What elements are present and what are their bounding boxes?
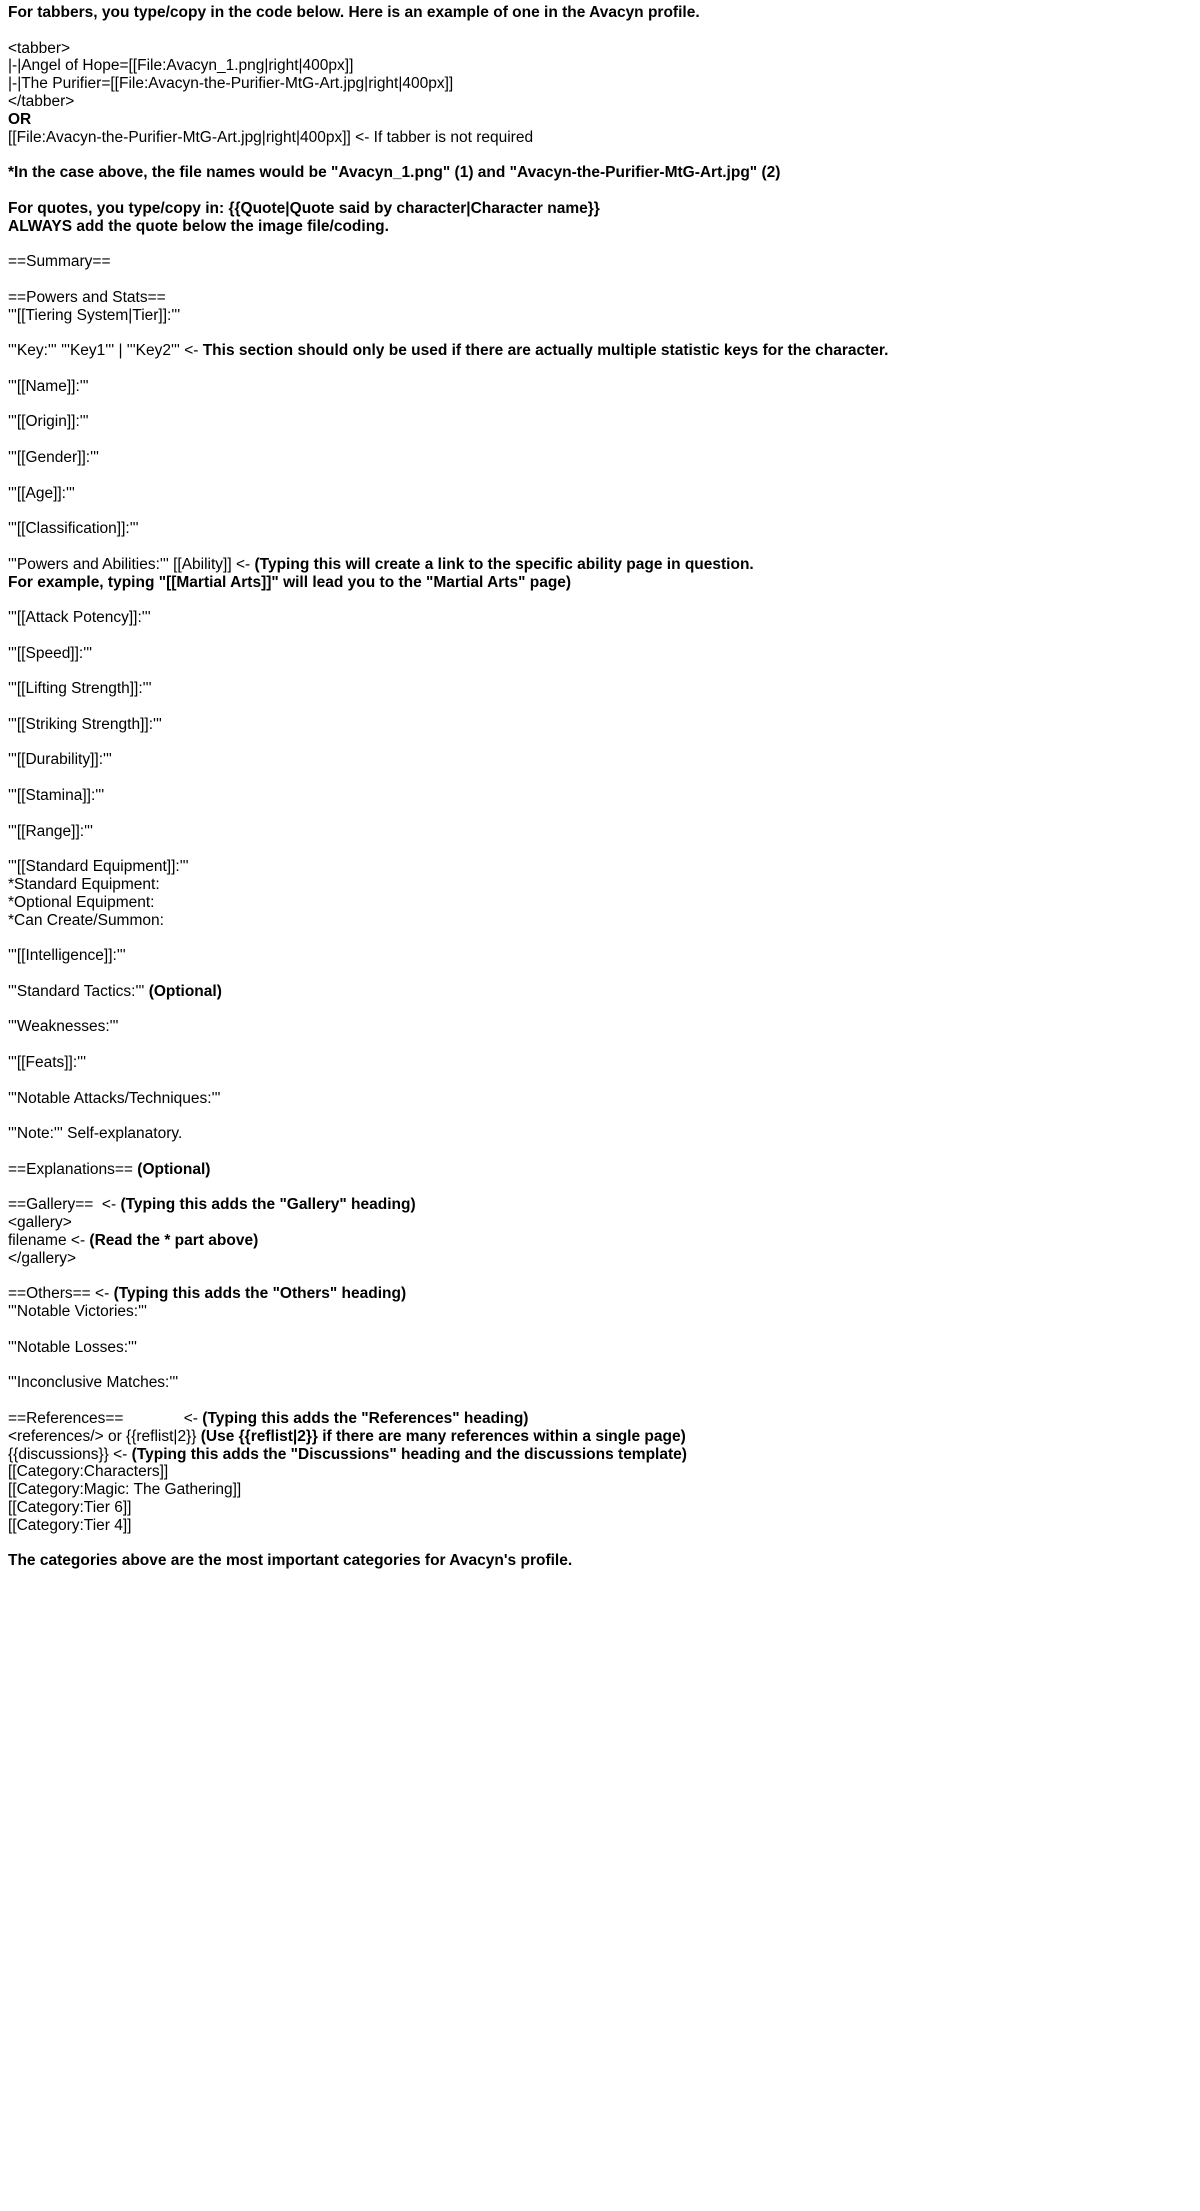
block-explanations-heading xyxy=(8,1161,1200,1179)
annotation-text: (Typing this adds the "Gallery" heading) xyxy=(120,1196,416,1214)
block-field-inconclusive-matches xyxy=(8,1374,1200,1392)
code-text: '''[[Tiering System|Tier]]:''' xyxy=(8,306,181,324)
text-line xyxy=(8,520,1200,538)
text-line xyxy=(8,1232,1200,1250)
spacer xyxy=(8,396,1200,414)
block-field-gender xyxy=(8,449,1200,467)
text-line xyxy=(8,1161,1200,1179)
code-text: [[Category:Characters]] xyxy=(8,1463,169,1481)
spacer xyxy=(8,271,1200,289)
text-line xyxy=(8,129,1200,147)
block-filename-note xyxy=(8,164,1200,182)
text-line xyxy=(8,253,1200,271)
block-references-section xyxy=(8,1410,1200,1535)
spacer xyxy=(8,769,1200,787)
text-line xyxy=(8,1214,1200,1232)
code-text: [[Category:Tier 4]] xyxy=(8,1516,132,1534)
text-line xyxy=(8,1090,1200,1108)
code-text: [[Category:Tier 6]] xyxy=(8,1498,132,1516)
code-text: ==Others== <- xyxy=(8,1285,114,1303)
block-gallery-section xyxy=(8,1196,1200,1267)
text-line xyxy=(8,307,1200,325)
block-field-lifting-strength xyxy=(8,680,1200,698)
block-key-line xyxy=(8,342,1200,360)
code-text: </tabber> xyxy=(8,92,75,110)
spacer xyxy=(8,502,1200,520)
text-line xyxy=(8,912,1200,930)
text-line xyxy=(8,1303,1200,1321)
text-line xyxy=(8,1428,1200,1446)
text-line xyxy=(8,894,1200,912)
code-text: '''[[Origin]]:''' xyxy=(8,413,89,431)
code-text: '''Notable Attacks/Techniques:''' xyxy=(8,1089,221,1107)
block-powers-and-abilities xyxy=(8,556,1200,592)
spacer xyxy=(8,1143,1200,1161)
text-line xyxy=(8,413,1200,431)
code-text: ==Summary== xyxy=(8,253,111,271)
spacer xyxy=(8,840,1200,858)
code-text: '''[[Stamina]]:''' xyxy=(8,787,105,805)
spacer xyxy=(8,1321,1200,1339)
text-line xyxy=(8,556,1200,574)
code-text: *Standard Equipment: xyxy=(8,876,160,894)
spacer xyxy=(8,22,1200,40)
code-text: '''Powers and Abilities:''' [[Ability]] <- xyxy=(8,555,255,573)
code-text: |-|Angel of Hope=[[File:Avacyn_1.png|right|400px]] xyxy=(8,57,354,75)
block-closing-note xyxy=(8,1552,1200,1570)
spacer xyxy=(8,1392,1200,1410)
code-text: '''[[Striking Strength]]:''' xyxy=(8,715,162,733)
text-line xyxy=(8,1552,1200,1570)
spacer xyxy=(8,538,1200,556)
text-line xyxy=(8,93,1200,111)
block-field-feats xyxy=(8,1054,1200,1072)
annotation-text: (Typing this will create a link to the specific ability page in question. xyxy=(254,555,754,573)
spacer xyxy=(8,360,1200,378)
spacer xyxy=(8,627,1200,645)
code-text: '''[[Range]]:''' xyxy=(8,822,93,840)
code-text: '''[[Feats]]:''' xyxy=(8,1054,87,1072)
text-line xyxy=(8,289,1200,307)
text-line xyxy=(8,1374,1200,1392)
spacer xyxy=(8,1179,1200,1197)
text-line xyxy=(8,40,1200,58)
block-powers-and-stats-heading xyxy=(8,289,1200,325)
code-text: '''[[Name]]:''' xyxy=(8,377,89,395)
text-line xyxy=(8,680,1200,698)
block-field-weaknesses xyxy=(8,1018,1200,1036)
text-line xyxy=(8,1018,1200,1036)
annotation-text: (Typing this adds the "Others" heading) xyxy=(113,1285,407,1303)
spacer xyxy=(8,805,1200,823)
text-line xyxy=(8,787,1200,805)
text-line xyxy=(8,716,1200,734)
code-text: |-|The Purifier=[[File:Avacyn-the-Purifier-MtG-Art.jpg|right|400px]] xyxy=(8,75,454,93)
code-text: *Can Create/Summon: xyxy=(8,911,164,929)
spacer xyxy=(8,431,1200,449)
text-line xyxy=(8,1410,1200,1428)
annotation-text: This section should only be used if there are actually multiple statistic keys for the character. xyxy=(202,342,889,360)
text-line xyxy=(8,645,1200,663)
text-line xyxy=(8,574,1200,592)
text-line xyxy=(8,57,1200,75)
block-list xyxy=(8,40,1200,1571)
text-line xyxy=(8,378,1200,396)
block-field-striking-strength xyxy=(8,716,1200,734)
text-line xyxy=(8,485,1200,503)
spacer xyxy=(8,929,1200,947)
code-text: <gallery> xyxy=(8,1214,72,1232)
spacer xyxy=(8,591,1200,609)
block-field-standard-equipment xyxy=(8,858,1200,929)
code-text: <references/> or {{reflist|2}} xyxy=(8,1427,201,1445)
block-field-speed xyxy=(8,645,1200,663)
block-field-attack-potency xyxy=(8,609,1200,627)
annotation-text: For quotes, you type/copy in: {{Quote|Quote said by character|Character name}} xyxy=(8,199,600,217)
intro-line: For tabbers, you type/copy in the code below. Here is an example of one in the Avacyn profile. xyxy=(8,4,700,21)
annotation-text: *In the case above, the file names would be "Avacyn_1.png" (1) and "Avacyn-the-Purifier-MtG-Art.jpg" (2) xyxy=(8,164,781,182)
block-field-range xyxy=(8,823,1200,841)
annotation-text: (Optional) xyxy=(137,1160,211,1178)
annotation-text: (Optional) xyxy=(148,982,222,1000)
code-text: '''[[Speed]]:''' xyxy=(8,644,93,662)
text-line xyxy=(8,449,1200,467)
text-line xyxy=(8,876,1200,894)
code-text: ==References== <- xyxy=(8,1409,203,1427)
text-line xyxy=(8,1285,1200,1303)
code-text: <tabber> xyxy=(8,39,71,57)
code-text: ==Gallery== <- xyxy=(8,1196,121,1214)
annotation-text: ALWAYS add the quote below the image file/coding. xyxy=(8,217,389,235)
text-line xyxy=(8,1463,1200,1481)
annotation-text: The categories above are the most important categories for Avacyn's profile. xyxy=(8,1552,573,1570)
code-text: '''[[Lifting Strength]]:''' xyxy=(8,680,152,698)
text-line xyxy=(8,164,1200,182)
text-line xyxy=(8,983,1200,1001)
text-line xyxy=(8,1196,1200,1214)
block-field-note xyxy=(8,1125,1200,1143)
annotation-text: OR xyxy=(8,110,32,128)
code-text: *Optional Equipment: xyxy=(8,893,155,911)
code-text: '''Weaknesses:''' xyxy=(8,1018,119,1036)
code-text: '''[[Durability]]:''' xyxy=(8,751,112,769)
code-text: [[File:Avacyn-the-Purifier-MtG-Art.jpg|right|400px]] <- If tabber is not required xyxy=(8,128,534,146)
spacer xyxy=(8,467,1200,485)
code-text: {{discussions}} <- xyxy=(8,1445,132,1463)
block-tabber-example xyxy=(8,40,1200,147)
text-line xyxy=(8,1125,1200,1143)
code-text: filename <- xyxy=(8,1231,90,1249)
spacer xyxy=(8,324,1200,342)
text-line xyxy=(8,1250,1200,1268)
code-text: '''Note:''' Self-explanatory. xyxy=(8,1125,183,1143)
text-line xyxy=(8,342,1200,360)
block-field-name xyxy=(8,378,1200,396)
code-text: '''Standard Tactics:''' xyxy=(8,982,149,1000)
text-line xyxy=(8,858,1200,876)
block-field-notable-attacks xyxy=(8,1090,1200,1108)
block-field-durability xyxy=(8,751,1200,769)
text-line xyxy=(8,1446,1200,1464)
code-text: [[Category:Magic: The Gathering]] xyxy=(8,1481,242,1499)
code-text: '''[[Standard Equipment]]:''' xyxy=(8,858,189,876)
text-line xyxy=(8,609,1200,627)
spacer xyxy=(8,1357,1200,1375)
code-text: '''Notable Losses:''' xyxy=(8,1338,137,1356)
block-quotes-note xyxy=(8,200,1200,236)
spacer xyxy=(8,182,1200,200)
code-text: '''[[Classification]]:''' xyxy=(8,520,139,538)
spacer xyxy=(8,1036,1200,1054)
spacer xyxy=(8,1535,1200,1553)
spacer xyxy=(8,1072,1200,1090)
code-text: '''[[Intelligence]]:''' xyxy=(8,947,126,965)
spacer xyxy=(8,1268,1200,1286)
spacer xyxy=(8,698,1200,716)
annotation-text: For example, typing "[[Martial Arts]]" will lead you to the "Martial Arts" page) xyxy=(8,573,572,591)
block-field-classification xyxy=(8,520,1200,538)
spacer xyxy=(8,146,1200,164)
block-field-notable-losses xyxy=(8,1339,1200,1357)
annotation-text: (Typing this adds the "Discussions" heading and the discussions template) xyxy=(131,1445,687,1463)
block-field-age xyxy=(8,485,1200,503)
spacer xyxy=(8,965,1200,983)
annotation-text: (Use {{reflist|2}} if there are many references within a single page) xyxy=(200,1427,686,1445)
annotation-text: (Read the * part above) xyxy=(89,1231,259,1249)
code-text: ==Explanations== xyxy=(8,1160,138,1178)
code-text: '''[[Age]]:''' xyxy=(8,484,75,502)
text-line xyxy=(8,1517,1200,1535)
annotation-text: (Typing this adds the "References" heading) xyxy=(202,1409,529,1427)
spacer xyxy=(8,1107,1200,1125)
text-line xyxy=(8,75,1200,93)
text-line xyxy=(8,1499,1200,1517)
text-line xyxy=(8,218,1200,236)
block-field-intelligence xyxy=(8,947,1200,965)
spacer xyxy=(8,1001,1200,1019)
spacer xyxy=(8,734,1200,752)
spacer xyxy=(8,235,1200,253)
spacer xyxy=(8,662,1200,680)
text-line xyxy=(8,1339,1200,1357)
block-field-standard-tactics xyxy=(8,983,1200,1001)
text-line xyxy=(8,823,1200,841)
code-text: '''[[Gender]]:''' xyxy=(8,448,99,466)
text-line xyxy=(8,1054,1200,1072)
code-text: ==Powers and Stats== xyxy=(8,288,166,306)
text-line xyxy=(8,200,1200,218)
text-line xyxy=(8,751,1200,769)
code-text: '''[[Attack Potency]]:''' xyxy=(8,609,151,627)
block-summary-heading xyxy=(8,253,1200,271)
text-line xyxy=(8,1481,1200,1499)
block-others-section xyxy=(8,1285,1200,1321)
block-field-stamina xyxy=(8,787,1200,805)
text-line xyxy=(8,111,1200,129)
code-text: </gallery> xyxy=(8,1249,77,1267)
block-field-origin xyxy=(8,413,1200,431)
code-text: '''Key:''' '''Key1''' | '''Key2''' <- xyxy=(8,342,203,360)
text-line xyxy=(8,947,1200,965)
code-text: '''Inconclusive Matches:''' xyxy=(8,1374,179,1392)
code-text: '''Notable Victories:''' xyxy=(8,1303,147,1321)
